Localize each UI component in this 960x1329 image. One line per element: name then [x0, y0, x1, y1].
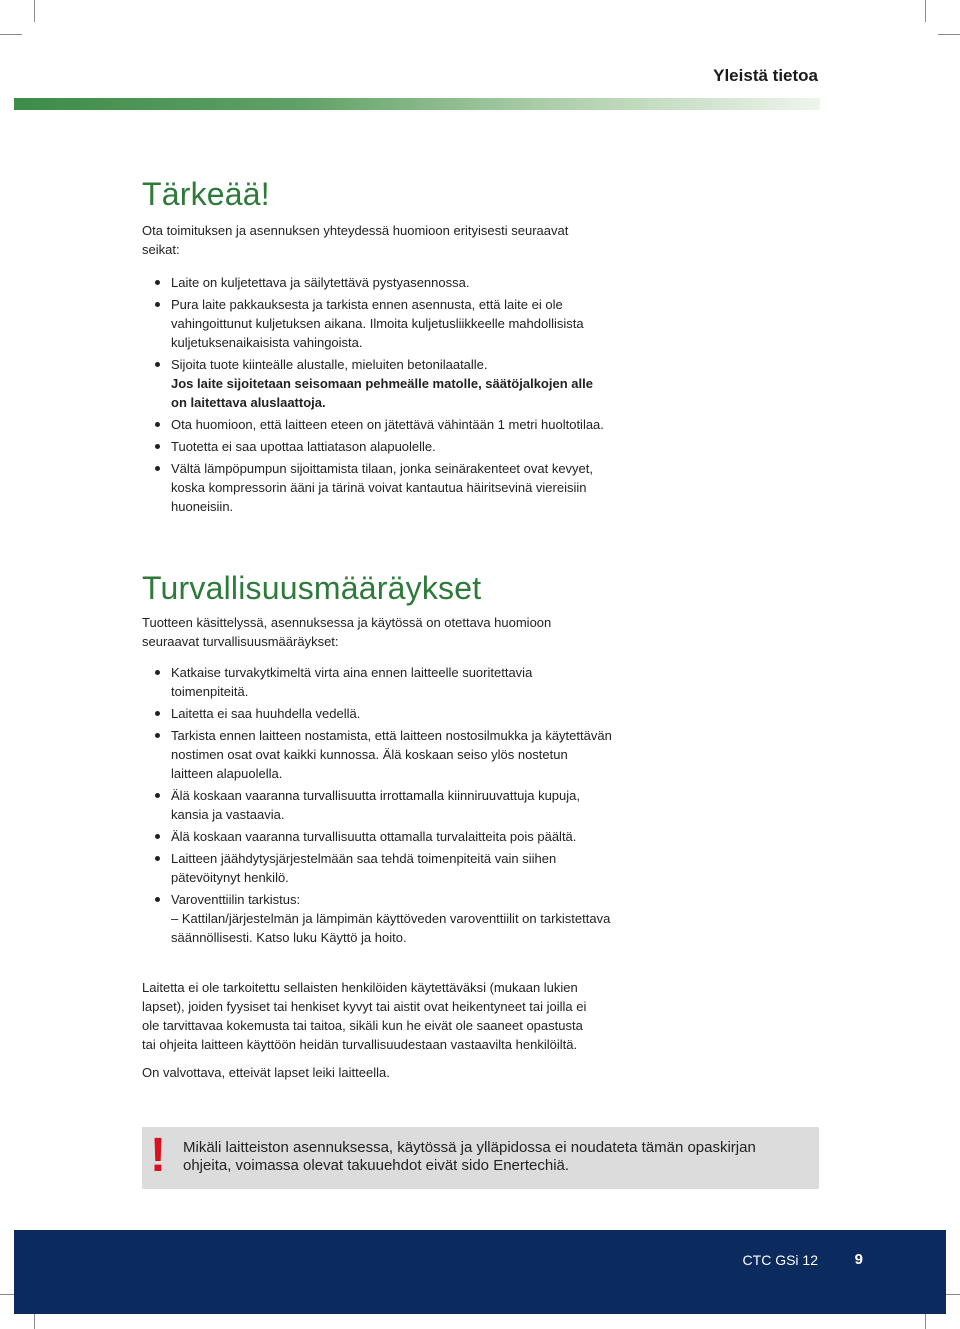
- notes-section: [142, 978, 587, 1082]
- placement-warning: Jos laite sijoitetaan seisomaan pehmeälle matolle, säätöjalkojen alle on laitettava aluslaattoja.: [171, 376, 593, 410]
- crop-mark: [0, 34, 22, 35]
- crop-mark: [925, 0, 926, 22]
- bullet-icon: [155, 711, 160, 716]
- important-heading: Tärkeää!: [142, 176, 270, 212]
- exclamation-icon: !: [150, 1129, 166, 1182]
- safety-list: [142, 663, 612, 947]
- notes-paragraph: On valvottava, etteivät lapset leiki laitteella.: [142, 1065, 390, 1080]
- page-number: 9: [854, 1251, 863, 1268]
- section-title: Yleistä tietoa: [713, 66, 818, 85]
- crop-mark: [34, 0, 35, 22]
- safety-section: [142, 570, 612, 950]
- important-section: [142, 176, 612, 519]
- list-item: Ota huomioon, että laitteen eteen on jätettävä vähintään 1 metri huoltotilaa.: [142, 415, 612, 434]
- list-item: Laitteen jäähdytysjärjestelmään saa tehdä toimenpiteitä vain siihen pätevöitynyt henkilö.: [142, 849, 612, 887]
- header-gradient-bar: [14, 98, 820, 110]
- important-list: [142, 273, 612, 516]
- bullet-icon: [155, 733, 160, 738]
- bullet-icon: [155, 856, 160, 861]
- list-item: Laitetta ei saa huuhdella vedellä.: [142, 704, 612, 723]
- bullet-icon: [155, 670, 160, 675]
- crop-mark: [938, 34, 960, 35]
- safety-heading: Turvallisuusmääräykset: [142, 570, 482, 606]
- bullet-icon: [155, 897, 160, 902]
- product-name: CTC GSi 12: [742, 1252, 818, 1268]
- list-item: Vältä lämpöpumpun sijoittamista tilaan, jonka seinärakenteet ovat kevyet, koska kompressorin ääni ja tärinä voivat kantautua häiritsevinä viereisiin huoneisiin.: [142, 459, 612, 516]
- list-item: Varoventtiilin tarkistus: – Kattilan/järjestelmän ja lämpimän käyttöveden varoventtiilit on tarkistettava säännöllisesti. Katso luku Käyttö ja hoito.: [142, 890, 612, 947]
- footer-bar: [14, 1230, 946, 1314]
- safety-intro: Tuotteen käsittelyssä, asennuksessa ja käytössä on otettava huomioon seuraavat turvallisuusmääräykset:: [142, 615, 552, 649]
- list-item: Tuotetta ei saa upottaa lattiatason alapuolelle.: [142, 437, 612, 456]
- bullet-icon: [155, 362, 160, 367]
- bullet-icon: [155, 302, 160, 307]
- list-item: Sijoita tuote kiinteälle alustalle, mieluiten betonilaatalle. Jos laite sijoitetaan seisomaan pehmeälle matolle, säätöjalkojen alle on laitettava aluslaattoja.: [142, 355, 612, 412]
- notes-paragraph: Laitetta ei ole tarkoitettu sellaisten henkilöiden käytettäväksi (mukaan lukien lapset), joiden fyysiset tai henkiset kyvyt tai aistit ovat heikentyneet tai joilla ei ole tarvittavaa kokemusta tai taitoa, sikäli kun he eivät ole saaneet opastusta tai ohjeita laitteen käyttöön heidän turvallisuudestaan vastaavilta henkilöiltä.: [142, 980, 587, 1052]
- bullet-icon: [155, 466, 160, 471]
- list-item: Älä koskaan vaaranna turvallisuutta irrottamalla kiinniruuvattuja kupuja, kansia ja vastaavia.: [142, 786, 612, 824]
- bullet-icon: [155, 834, 160, 839]
- list-item: Katkaise turvakytkimeltä virta aina ennen laitteelle suoritettavia toimenpiteitä.: [142, 663, 612, 701]
- warning-text: Mikäli laitteiston asennuksessa, käytössä ja ylläpidossa ei noudateta tämän opaskirjan ohjeita, voimassa olevat takuuehdot eivät sido Enertechiä.: [183, 1139, 756, 1174]
- list-item: Pura laite pakkauksesta ja tarkista ennen asennusta, että laite ei ole vahingoittunut kuljetuksen aikana. Ilmoita kuljetusliikkeelle mahdollisista kuljetuksenaikaisista vahingoista.: [142, 295, 612, 352]
- bullet-icon: [155, 444, 160, 449]
- bullet-icon: [155, 280, 160, 285]
- list-item: Tarkista ennen laitteen nostamista, että laitteen nostosilmukka ja käytettävän nostimen osat ovat kaikki kunnossa. Älä koskaan seiso ylös nostetun laitteen alapuolella.: [142, 726, 612, 783]
- warning-box: [142, 1127, 819, 1189]
- list-item: Laite on kuljetettava ja säilytettävä pystyasennossa.: [142, 273, 612, 292]
- bullet-icon: [155, 422, 160, 427]
- list-item: Älä koskaan vaaranna turvallisuutta ottamalla turvalaitteita pois päältä.: [142, 827, 612, 846]
- bullet-icon: [155, 793, 160, 798]
- important-intro: Ota toimituksen ja asennuksen yhteydessä huomioon erityisesti seuraavat seikat:: [142, 223, 569, 257]
